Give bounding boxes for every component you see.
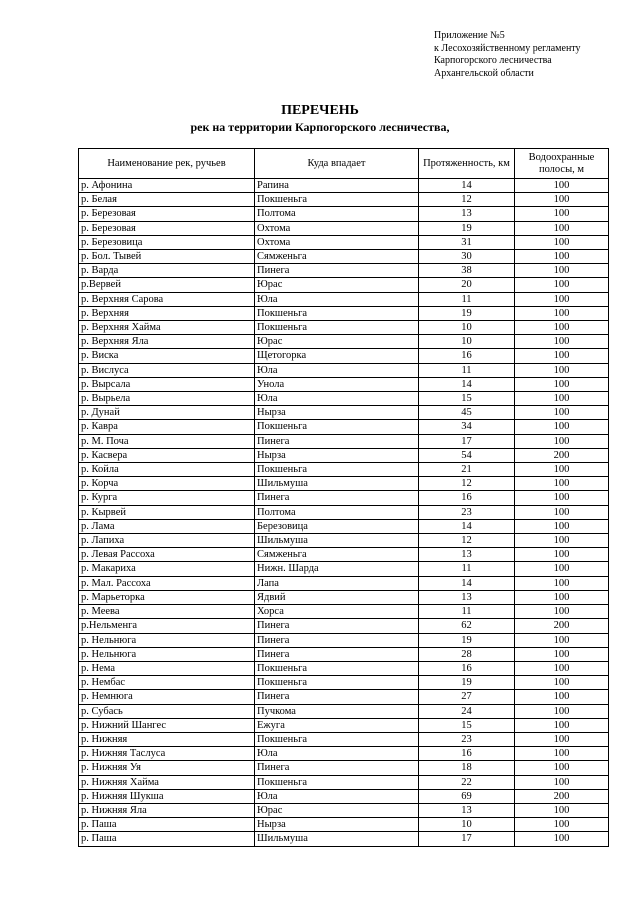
cell-flows-into: Хорса (255, 605, 419, 619)
table-row (79, 633, 609, 647)
cell-protection-strip: 200 (515, 789, 609, 803)
cell-river-name: р. Нельнюга (79, 647, 255, 661)
cell-river-name: р. Нижняя Хайма (79, 775, 255, 789)
cell-flows-into: Пинега (255, 633, 419, 647)
cell-length: 45 (419, 406, 515, 420)
cell-flows-into: Юла (255, 789, 419, 803)
cell-length: 30 (419, 250, 515, 264)
cell-protection-strip: 100 (515, 463, 609, 477)
cell-river-name: р. Верхняя Яла (79, 335, 255, 349)
cell-protection-strip: 100 (515, 704, 609, 718)
table-row (79, 761, 609, 775)
cell-river-name: р. Курга (79, 491, 255, 505)
table-row (79, 605, 609, 619)
cell-protection-strip: 100 (515, 605, 609, 619)
cell-length: 27 (419, 690, 515, 704)
appendix-line: Архангельской области (434, 67, 534, 79)
cell-flows-into: Сямженьга (255, 548, 419, 562)
cell-river-name: р. Паша (79, 818, 255, 832)
cell-length: 11 (419, 292, 515, 306)
cell-protection-strip: 100 (515, 392, 609, 406)
cell-length: 12 (419, 193, 515, 207)
cell-river-name: р. Паша (79, 832, 255, 846)
cell-flows-into: Ежуга (255, 718, 419, 732)
table-row (79, 179, 609, 193)
cell-length: 24 (419, 704, 515, 718)
cell-length: 10 (419, 335, 515, 349)
cell-length: 15 (419, 392, 515, 406)
cell-river-name: р. Касвера (79, 448, 255, 462)
cell-protection-strip: 100 (515, 193, 609, 207)
cell-length: 19 (419, 676, 515, 690)
table-row (79, 818, 609, 832)
cell-river-name: р. Левая Рассоха (79, 548, 255, 562)
cell-protection-strip: 100 (515, 278, 609, 292)
cell-flows-into: Щетогорка (255, 349, 419, 363)
cell-length: 18 (419, 761, 515, 775)
table-row (79, 576, 609, 590)
table-row (79, 406, 609, 420)
cell-river-name: р. Корча (79, 477, 255, 491)
cell-flows-into: Сямженьга (255, 250, 419, 264)
cell-river-name: р. Варда (79, 264, 255, 278)
cell-river-name: р. Верхняя Хайма (79, 321, 255, 335)
cell-protection-strip: 100 (515, 690, 609, 704)
cell-flows-into: Нырза (255, 448, 419, 462)
table-row (79, 534, 609, 548)
cell-protection-strip: 100 (515, 732, 609, 746)
cell-protection-strip: 100 (515, 676, 609, 690)
cell-length: 14 (419, 576, 515, 590)
cell-flows-into: Шильмуша (255, 477, 419, 491)
cell-protection-strip: 200 (515, 619, 609, 633)
cell-flows-into: Пинега (255, 761, 419, 775)
cell-protection-strip: 100 (515, 321, 609, 335)
appendix-line: Карпогорского лесничества (434, 55, 552, 66)
cell-protection-strip: 100 (515, 491, 609, 505)
table-row (79, 292, 609, 306)
table-row (79, 207, 609, 221)
cell-river-name: р. Вырьела (79, 392, 255, 406)
cell-protection-strip: 100 (515, 406, 609, 420)
cell-flows-into: Пинега (255, 264, 419, 278)
cell-protection-strip: 100 (515, 292, 609, 306)
cell-protection-strip: 100 (515, 179, 609, 193)
cell-length: 16 (419, 747, 515, 761)
cell-river-name: р. Кырвей (79, 505, 255, 519)
table-row (79, 619, 609, 633)
cell-protection-strip: 100 (515, 250, 609, 264)
cell-length: 11 (419, 562, 515, 576)
cell-length: 20 (419, 278, 515, 292)
cell-river-name: р. Виска (79, 349, 255, 363)
table-row (79, 335, 609, 349)
table-row (79, 363, 609, 377)
cell-protection-strip: 100 (515, 718, 609, 732)
cell-river-name: р. Афонина (79, 179, 255, 193)
cell-flows-into: Юрас (255, 803, 419, 817)
table-row (79, 321, 609, 335)
cell-river-name: р. Субась (79, 704, 255, 718)
cell-length: 19 (419, 633, 515, 647)
cell-flows-into: Юла (255, 292, 419, 306)
cell-length: 16 (419, 661, 515, 675)
cell-river-name: р. Нема (79, 661, 255, 675)
cell-river-name: р. Дунай (79, 406, 255, 420)
cell-flows-into: Полтома (255, 505, 419, 519)
table-row (79, 562, 609, 576)
cell-protection-strip: 100 (515, 363, 609, 377)
cell-flows-into: Пинега (255, 491, 419, 505)
table-row (79, 647, 609, 661)
cell-flows-into: Нырза (255, 406, 419, 420)
cell-protection-strip: 100 (515, 775, 609, 789)
cell-protection-strip: 100 (515, 747, 609, 761)
table-row (79, 718, 609, 732)
table-row (79, 235, 609, 249)
cell-flows-into: Покшеньга (255, 193, 419, 207)
table-row (79, 661, 609, 675)
table-row (79, 420, 609, 434)
table-row (79, 278, 609, 292)
cell-river-name: р. Нижняя Уя (79, 761, 255, 775)
cell-river-name: р. Кавра (79, 420, 255, 434)
cell-river-name: р. Нижняя (79, 732, 255, 746)
cell-flows-into: Шильмуша (255, 832, 419, 846)
cell-protection-strip: 100 (515, 576, 609, 590)
cell-flows-into: Покшеньга (255, 420, 419, 434)
cell-length: 21 (419, 463, 515, 477)
table-row (79, 519, 609, 533)
cell-river-name: р. Нижний Шангес (79, 718, 255, 732)
cell-flows-into: Рапина (255, 179, 419, 193)
cell-river-name: р.Нельменга (79, 619, 255, 633)
cell-river-name: р. Меева (79, 605, 255, 619)
cell-length: 54 (419, 448, 515, 462)
cell-length: 62 (419, 619, 515, 633)
cell-length: 13 (419, 548, 515, 562)
table-row (79, 832, 609, 846)
table-row (79, 250, 609, 264)
header-river-name: Наименование рек, ручьев (79, 149, 255, 179)
table-row (79, 704, 609, 718)
cell-protection-strip: 100 (515, 235, 609, 249)
cell-flows-into: Покшеньга (255, 306, 419, 320)
cell-length: 13 (419, 803, 515, 817)
cell-river-name: р. Лама (79, 519, 255, 533)
cell-length: 14 (419, 377, 515, 391)
rivers-table (78, 148, 609, 847)
cell-flows-into: Унола (255, 377, 419, 391)
cell-length: 17 (419, 832, 515, 846)
cell-protection-strip: 100 (515, 761, 609, 775)
cell-river-name: р. Нижняя Шукша (79, 789, 255, 803)
cell-flows-into: Юрас (255, 278, 419, 292)
appendix-note (434, 30, 581, 80)
table-row (79, 775, 609, 789)
cell-protection-strip: 100 (515, 818, 609, 832)
table-row (79, 377, 609, 391)
cell-protection-strip: 100 (515, 534, 609, 548)
cell-protection-strip: 100 (515, 264, 609, 278)
cell-flows-into: Охтома (255, 221, 419, 235)
cell-protection-strip: 100 (515, 505, 609, 519)
table-row (79, 505, 609, 519)
cell-protection-strip: 100 (515, 349, 609, 363)
cell-length: 15 (419, 718, 515, 732)
document-subtitle: рек на территории Карпогорского лесничества, (190, 120, 450, 134)
table-body (79, 179, 609, 847)
cell-protection-strip: 100 (515, 335, 609, 349)
cell-protection-strip: 100 (515, 519, 609, 533)
cell-length: 38 (419, 264, 515, 278)
cell-river-name: р. Верхняя Сарова (79, 292, 255, 306)
table-row (79, 477, 609, 491)
cell-length: 16 (419, 491, 515, 505)
table-row (79, 392, 609, 406)
cell-river-name: р. Вислуса (79, 363, 255, 377)
cell-protection-strip: 100 (515, 590, 609, 604)
cell-river-name: р. Немнюга (79, 690, 255, 704)
cell-length: 23 (419, 505, 515, 519)
cell-protection-strip: 100 (515, 207, 609, 221)
cell-river-name: р. Белая (79, 193, 255, 207)
cell-length: 10 (419, 321, 515, 335)
cell-river-name: р. Мал. Рассоха (79, 576, 255, 590)
cell-length: 31 (419, 235, 515, 249)
cell-flows-into: Пучкома (255, 704, 419, 718)
cell-river-name: р.Вервей (79, 278, 255, 292)
cell-flows-into: Полтома (255, 207, 419, 221)
cell-flows-into: Пинега (255, 619, 419, 633)
cell-flows-into: Шильмуша (255, 534, 419, 548)
cell-flows-into: Юла (255, 363, 419, 377)
table-row (79, 491, 609, 505)
cell-protection-strip: 100 (515, 832, 609, 846)
table-row (79, 221, 609, 235)
header-length: Протяженность, км (419, 149, 515, 179)
cell-protection-strip: 100 (515, 434, 609, 448)
cell-length: 12 (419, 534, 515, 548)
cell-river-name: р. Березовая (79, 221, 255, 235)
cell-length: 13 (419, 207, 515, 221)
cell-protection-strip: 100 (515, 306, 609, 320)
table-row (79, 264, 609, 278)
cell-flows-into: Юла (255, 747, 419, 761)
table-row (79, 448, 609, 462)
cell-protection-strip: 100 (515, 377, 609, 391)
cell-length: 22 (419, 775, 515, 789)
cell-flows-into: Покшеньга (255, 463, 419, 477)
cell-river-name: р. Макариха (79, 562, 255, 576)
cell-protection-strip: 100 (515, 477, 609, 491)
header-flows-into: Куда впадает (255, 149, 419, 179)
table-header-row (79, 149, 609, 179)
cell-flows-into: Нижн. Шарда (255, 562, 419, 576)
cell-flows-into: Покшеньга (255, 661, 419, 675)
header-protection-strip: Водоохранные полосы, м (515, 149, 609, 179)
cell-length: 10 (419, 818, 515, 832)
table-row (79, 690, 609, 704)
cell-protection-strip: 100 (515, 803, 609, 817)
table-row (79, 803, 609, 817)
cell-protection-strip: 100 (515, 647, 609, 661)
cell-flows-into: Березовица (255, 519, 419, 533)
table-row (79, 306, 609, 320)
cell-river-name: р. Березовица (79, 235, 255, 249)
appendix-line: Приложение №5 (434, 30, 505, 41)
cell-protection-strip: 100 (515, 548, 609, 562)
table-row (79, 789, 609, 803)
cell-flows-into: Пинега (255, 690, 419, 704)
cell-flows-into: Пинега (255, 647, 419, 661)
cell-length: 14 (419, 179, 515, 193)
cell-flows-into: Охтома (255, 235, 419, 249)
cell-protection-strip: 200 (515, 448, 609, 462)
cell-length: 28 (419, 647, 515, 661)
cell-length: 11 (419, 363, 515, 377)
cell-protection-strip: 100 (515, 562, 609, 576)
cell-length: 19 (419, 306, 515, 320)
table-row (79, 463, 609, 477)
cell-length: 34 (419, 420, 515, 434)
cell-length: 14 (419, 519, 515, 533)
cell-length: 13 (419, 590, 515, 604)
cell-length: 23 (419, 732, 515, 746)
cell-river-name: р. Бол. Тывей (79, 250, 255, 264)
cell-length: 19 (419, 221, 515, 235)
cell-river-name: р. Нижняя Яла (79, 803, 255, 817)
cell-river-name: р. Вырсала (79, 377, 255, 391)
cell-length: 17 (419, 434, 515, 448)
cell-river-name: р. М. Поча (79, 434, 255, 448)
cell-flows-into: Юла (255, 392, 419, 406)
cell-protection-strip: 100 (515, 633, 609, 647)
cell-river-name: р. Верхняя (79, 306, 255, 320)
cell-protection-strip: 100 (515, 661, 609, 675)
cell-length: 16 (419, 349, 515, 363)
cell-flows-into: Покшеньга (255, 676, 419, 690)
cell-river-name: р. Нижняя Таслуса (79, 747, 255, 761)
cell-flows-into: Нырза (255, 818, 419, 832)
cell-flows-into: Покшеньга (255, 321, 419, 335)
cell-flows-into: Юрас (255, 335, 419, 349)
cell-flows-into: Ядвий (255, 590, 419, 604)
table-row (79, 193, 609, 207)
cell-river-name: р. Нембас (79, 676, 255, 690)
table-row (79, 747, 609, 761)
cell-river-name: р. Нельнюга (79, 633, 255, 647)
table-row (79, 590, 609, 604)
cell-river-name: р. Койла (79, 463, 255, 477)
cell-flows-into: Лапа (255, 576, 419, 590)
cell-length: 69 (419, 789, 515, 803)
cell-protection-strip: 100 (515, 420, 609, 434)
appendix-line: к Лесохозяйственному регламенту (434, 42, 581, 54)
document-title: ПЕРЕЧЕНЬ (281, 103, 359, 118)
cell-flows-into: Пинега (255, 434, 419, 448)
table-row (79, 434, 609, 448)
table-row (79, 349, 609, 363)
table-row (79, 676, 609, 690)
cell-river-name: р. Березовая (79, 207, 255, 221)
cell-river-name: р. Лапиха (79, 534, 255, 548)
cell-flows-into: Покшеньга (255, 732, 419, 746)
cell-flows-into: Покшеньга (255, 775, 419, 789)
cell-protection-strip: 100 (515, 221, 609, 235)
cell-river-name: р. Марьеторка (79, 590, 255, 604)
table-row (79, 548, 609, 562)
cell-length: 12 (419, 477, 515, 491)
table-row (79, 732, 609, 746)
cell-length: 11 (419, 605, 515, 619)
